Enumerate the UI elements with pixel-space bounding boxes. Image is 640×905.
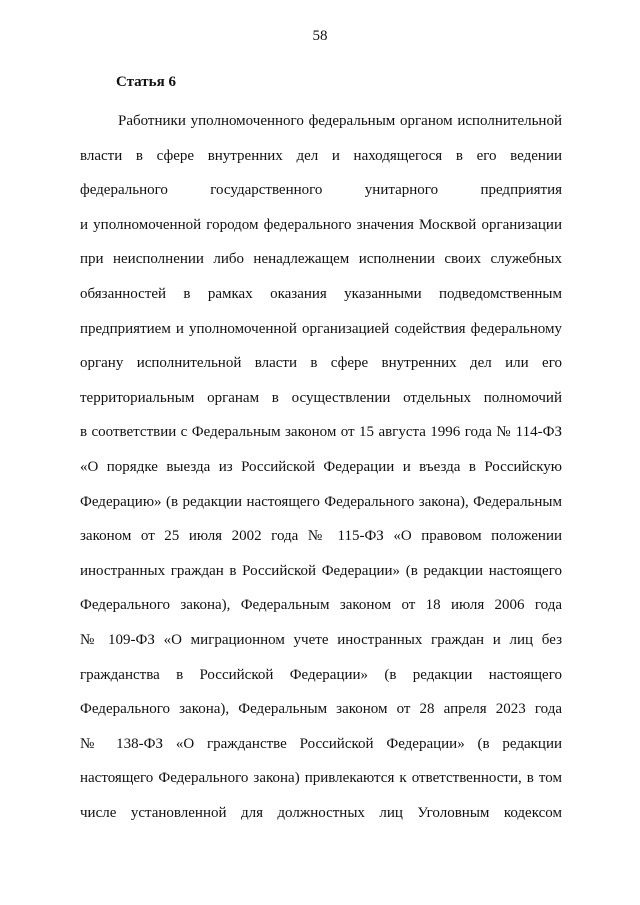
text-line: иностранных граждан в Российской Федерации» (в редакции настоящего (80, 562, 562, 579)
text-line: власти в сфере внутренних дел и находящегося в его ведении (80, 147, 562, 164)
text-line: федерального государственного унитарного предприятия (80, 182, 562, 199)
article-body (80, 104, 562, 830)
text-line: обязанностей в рамках оказания указанными подведомственным (80, 285, 562, 302)
text-line: в соответствии с Федеральным законом от 15 августа 1996 года № 114-ФЗ (80, 424, 562, 441)
text-line: № 138-ФЗ «О гражданстве Российской Федерации» (в редакции (80, 735, 562, 752)
text-line: при неисполнении либо ненадлежащем исполнении своих служебных (80, 251, 562, 268)
text-line: Федерацию» (в редакции настоящего Федерального закона), Федеральным (80, 493, 562, 510)
text-line: органу исполнительной власти в сфере внутренних дел или его (80, 355, 562, 372)
text-line: Федерального закона), Федеральным законом от 18 июля 2006 года (80, 597, 562, 614)
text-line: числе установленной для должностных лиц Уголовным кодексом (80, 804, 562, 821)
text-line: № 109-ФЗ «О миграционном учете иностранных граждан и лиц без (80, 631, 562, 648)
text-line: законом от 25 июля 2002 года № 115-ФЗ «О правовом положении (80, 528, 562, 545)
text-line: и уполномоченной городом федерального значения Москвой организации (80, 216, 562, 233)
text-line: территориальным органам в осуществлении отдельных полномочий (80, 389, 562, 406)
text-line: гражданства в Российской Федерации» (в редакции настоящего (80, 666, 562, 683)
page-number: 58 (312, 28, 328, 44)
text-line: Работники уполномоченного федеральным органом исполнительной (118, 113, 562, 129)
text-line: Федерального закона), Федеральным законом от 28 апреля 2023 года (80, 701, 562, 718)
text-line: «О порядке выезда из Российской Федерации и въезда в Российскую (80, 458, 562, 475)
text-line: предприятием и уполномоченной организацией содействия федеральному (80, 320, 562, 337)
text-line: настоящего Федерального закона) привлекаются к ответственности, в том (80, 770, 562, 787)
article-title: Статья 6 (116, 74, 176, 90)
